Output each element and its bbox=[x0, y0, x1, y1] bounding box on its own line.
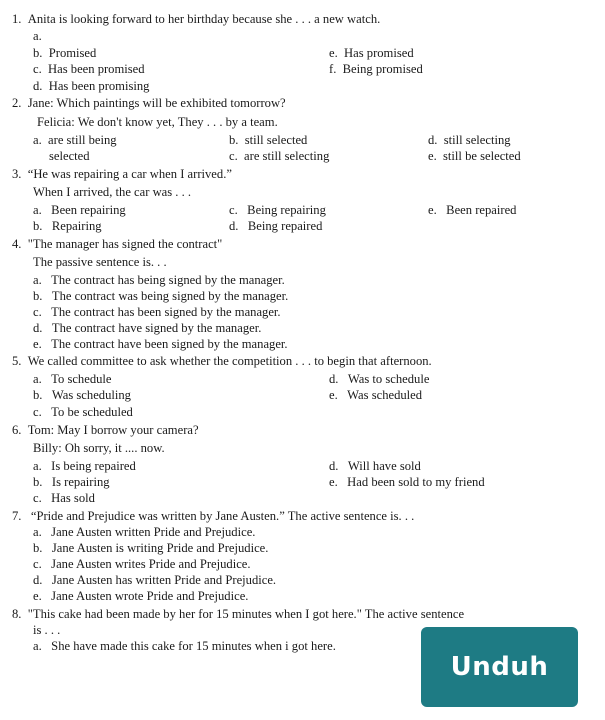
question-4-option-e: e. The contract have been signed by the manager. bbox=[33, 337, 288, 351]
question-3-option-d: d. Being repaired bbox=[229, 219, 323, 233]
question-6-option-a: a. Is being repaired bbox=[33, 459, 136, 473]
question-1-option-a: a. bbox=[33, 29, 42, 43]
question-7-text: 7. “Pride and Prejudice was written by Jane Austen.” The active sentence is. . . bbox=[12, 509, 415, 523]
question-3-option-e: e. Been repaired bbox=[428, 203, 517, 217]
question-1-option-c: c. Has been promised bbox=[33, 62, 145, 76]
question-6-text: 6. Tom: May I borrow your camera? bbox=[12, 423, 199, 437]
question-7-option-d: d. Jane Austen has written Pride and Prejudice. bbox=[33, 573, 277, 587]
question-2-dialogue: Felicia: We don't know yet, They . . . by a team. bbox=[37, 115, 278, 129]
question-4-option-a: a. The contract has being signed by the manager. bbox=[33, 273, 285, 287]
question-6-option-e: e. Had been sold to my friend bbox=[329, 475, 485, 489]
question-6-dialogue: Billy: Oh sorry, it .... now. bbox=[33, 441, 165, 455]
question-1-option-d: d. Has been promising bbox=[33, 79, 150, 93]
question-7-option-c: c. Jane Austen writes Pride and Prejudice. bbox=[33, 557, 251, 571]
question-4-option-c: c. The contract has been signed by the manager. bbox=[33, 305, 281, 319]
question-5-text: 5. We called committee to ask whether the competition . . . to begin that afternoon. bbox=[12, 354, 432, 368]
question-5-option-c: c. To be scheduled bbox=[33, 405, 133, 419]
question-4-prompt: The passive sentence is. . . bbox=[33, 255, 167, 269]
question-2-option-c: c. are still selecting bbox=[229, 149, 330, 163]
question-7-option-e: e. Jane Austen wrote Pride and Prejudice. bbox=[33, 589, 249, 603]
question-1-option-b: b. Promised bbox=[33, 46, 97, 60]
question-4-option-d: d. The contract have signed by the manager. bbox=[33, 321, 262, 335]
question-6-option-d: d. Will have sold bbox=[329, 459, 421, 473]
question-2-option-a-continued: selected bbox=[49, 149, 90, 163]
question-1-text: 1. Anita is looking forward to her birthday because she . . . a new watch. bbox=[12, 12, 381, 26]
question-6-option-c: c. Has sold bbox=[33, 491, 95, 505]
question-5-option-e: e. Was scheduled bbox=[329, 388, 423, 402]
question-2-option-e: e. still be selected bbox=[428, 149, 521, 163]
question-1-option-f: f. Being promised bbox=[329, 62, 423, 76]
question-3-text: 3. “He was repairing a car when I arrived.” bbox=[12, 167, 232, 181]
question-8-option-a: a. She have made this cake for 15 minutes when i got here. bbox=[33, 639, 336, 653]
question-7-option-a: a. Jane Austen written Pride and Prejudice. bbox=[33, 525, 256, 539]
question-8-text-continued: is . . . bbox=[33, 623, 61, 637]
question-5-option-a: a. To schedule bbox=[33, 372, 112, 386]
question-3-option-a: a. Been repairing bbox=[33, 203, 126, 217]
question-2-option-b: b. still selected bbox=[229, 133, 308, 147]
question-3-option-c: c. Being repairing bbox=[229, 203, 326, 217]
question-7-option-b: b. Jane Austen is writing Pride and Prejudice. bbox=[33, 541, 269, 555]
download-button[interactable]: Unduh bbox=[421, 627, 578, 707]
question-5-option-d: d. Was to schedule bbox=[329, 372, 430, 386]
question-3-prompt: When I arrived, the car was . . . bbox=[33, 185, 192, 199]
question-5-option-b: b. Was scheduling bbox=[33, 388, 131, 402]
question-2-option-d: d. still selecting bbox=[428, 133, 511, 147]
question-8-text: 8. "This cake had been made by her for 15 minutes when I got here." The active sentence bbox=[12, 607, 465, 621]
question-2-option-a: a. are still being bbox=[33, 133, 117, 147]
question-2-text: 2. Jane: Which paintings will be exhibited tomorrow? bbox=[12, 96, 286, 110]
question-1-option-e: e. Has promised bbox=[329, 46, 414, 60]
question-4-option-b: b. The contract was being signed by the manager. bbox=[33, 289, 289, 303]
question-3-option-b: b. Repairing bbox=[33, 219, 102, 233]
question-6-option-b: b. Is repairing bbox=[33, 475, 110, 489]
question-4-text: 4. "The manager has signed the contract" bbox=[12, 237, 223, 251]
